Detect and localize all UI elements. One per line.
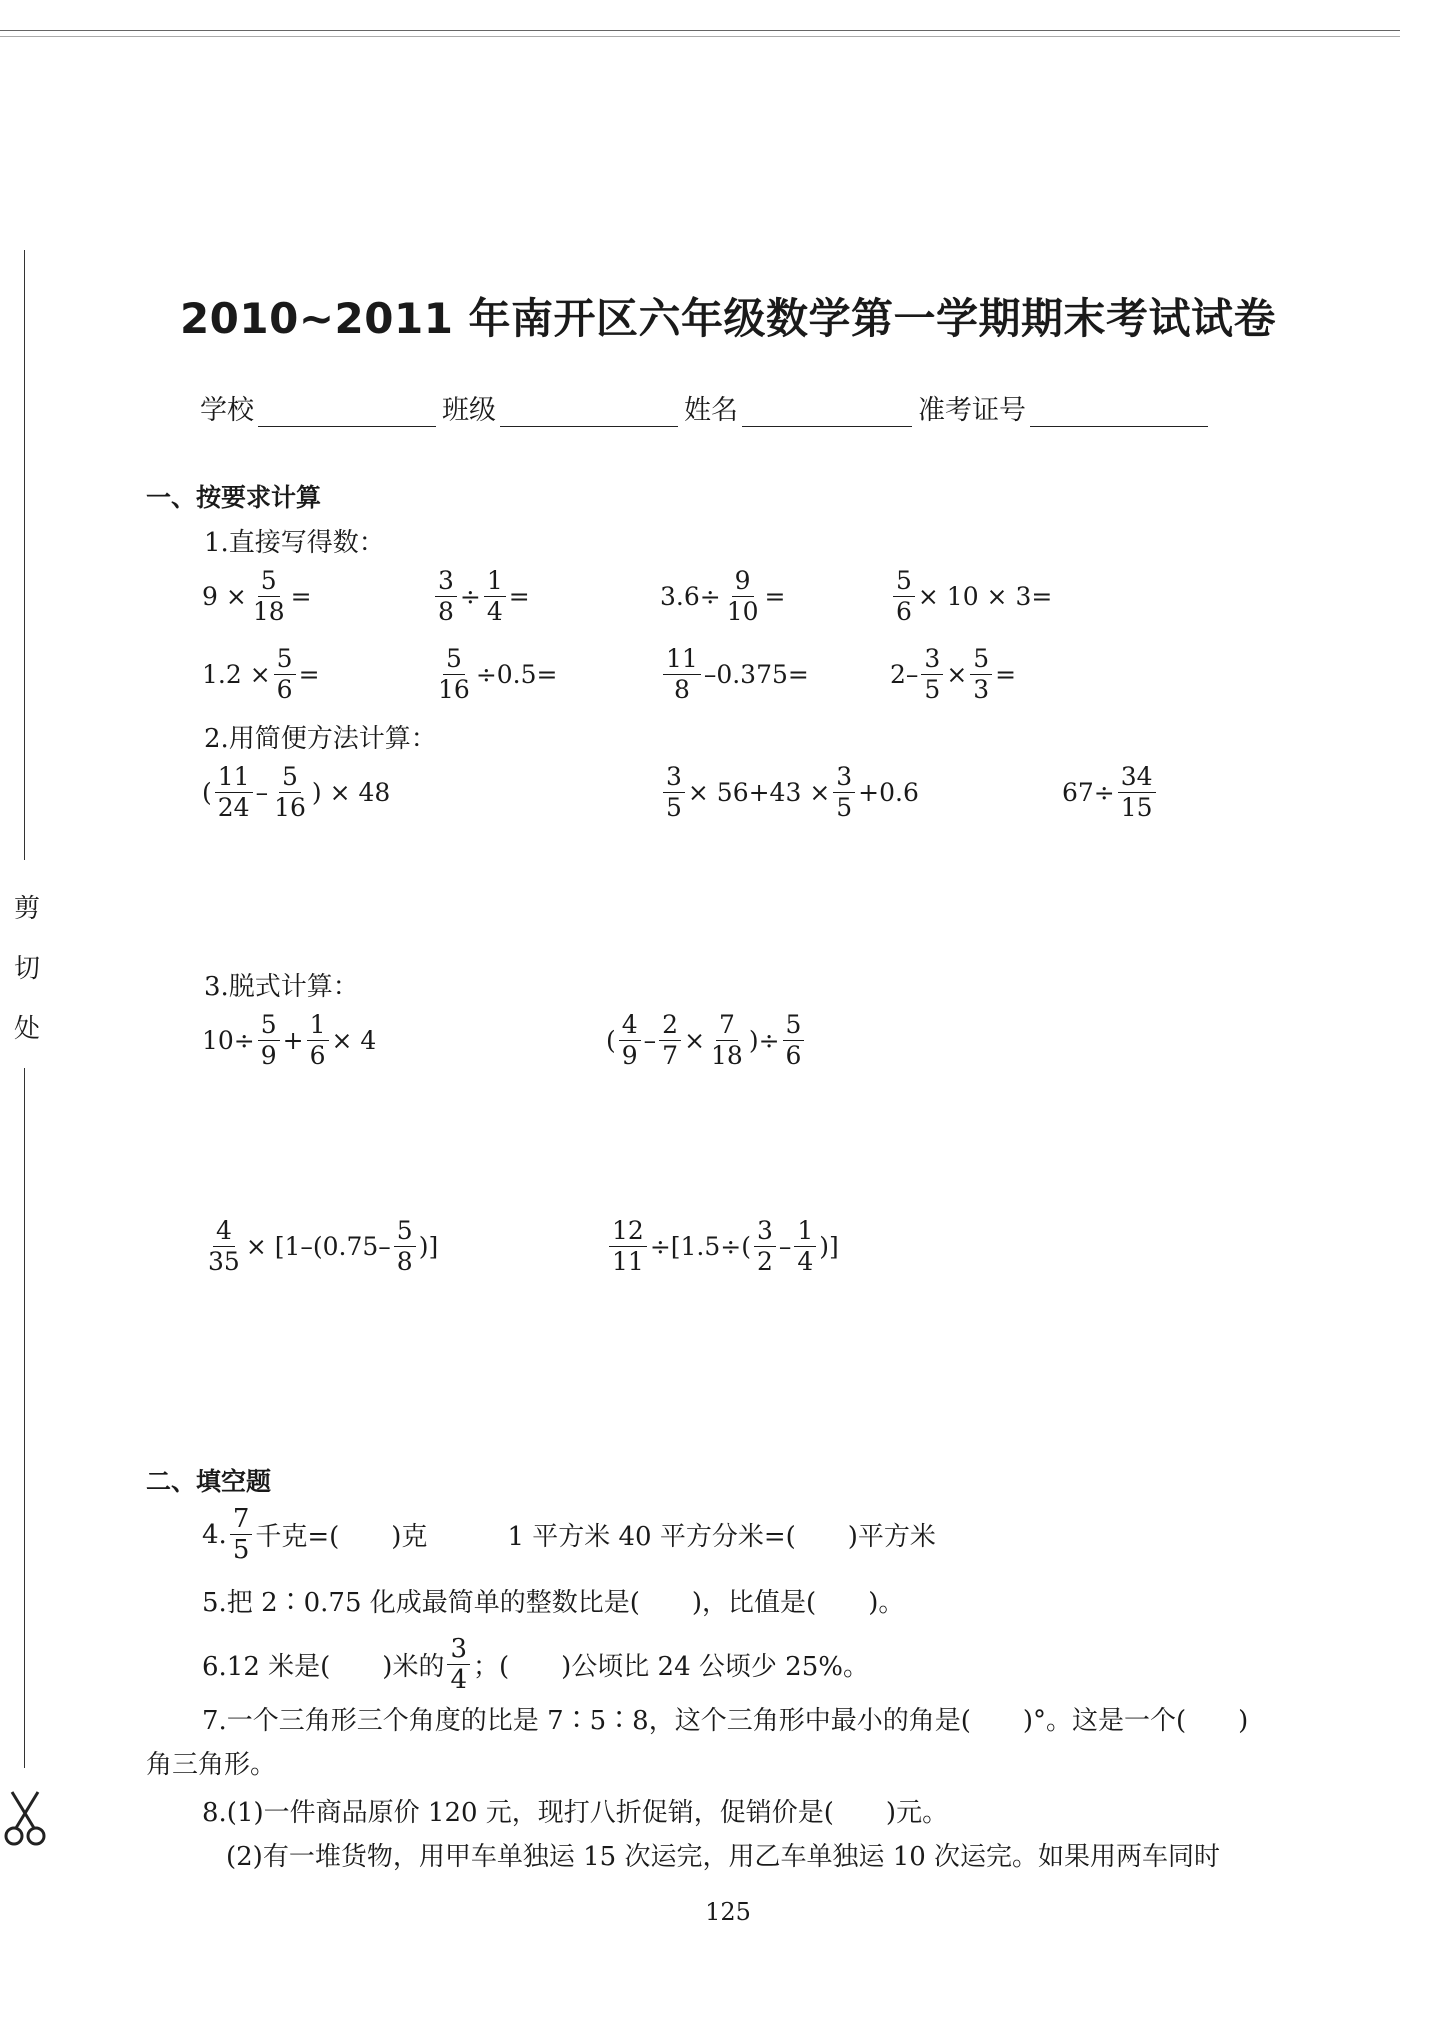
fraction: $\frac{2}{7}$ [659, 1010, 681, 1071]
section1-heading: 一、按要求计算 [146, 483, 322, 512]
q4-line: 4. $\frac{7}{5}$ 千克=( )克 1 平方米 40 平方分米=( )平方米 [202, 1504, 936, 1565]
fraction: $\frac{1}{4}$ [484, 566, 506, 627]
q3-label: 3.脱式计算： [204, 972, 359, 1002]
fraction: $\frac{11}{24}$ [215, 762, 253, 823]
cut-char-3: 处 [13, 1014, 40, 1044]
q1-expr-1: 9 × $\frac{5}{18}$ = [202, 566, 312, 626]
fraction: $\frac{5}{3}$ [970, 644, 992, 705]
info-label-class: 班级 [442, 395, 496, 426]
q1-expr-3: 3.6÷ $\frac{9}{10}$ = [660, 566, 786, 626]
q1-expr-8: 2– $\frac{3}{5}$ × $\frac{5}{3}$ = [890, 644, 1017, 704]
fraction: $\frac{3}{5}$ [833, 762, 855, 823]
fraction: $\frac{4}{35}$ [208, 1216, 240, 1276]
cut-char-1: 剪 [13, 894, 40, 924]
q7-line-1: 7.一个三角形三个角度的比是 7∶5∶8，这个三角形中最小的角是( )°。这是一个( ) [202, 1706, 1249, 1736]
fraction: $\frac{12}{11}$ [609, 1216, 647, 1277]
fraction: $\frac{5}{6}$ [274, 644, 296, 705]
fraction: $\frac{3}{2}$ [754, 1216, 776, 1277]
fraction: $\frac{7}{5}$ [230, 1504, 253, 1565]
exam-id-blank[interactable] [1030, 396, 1208, 427]
q3-expr-3: $\frac{4}{35}$ × [1–(0.75– $\frac{5}{8}$ )] [202, 1216, 438, 1277]
q1-expr-2: $\frac{3}{8}$ ÷ $\frac{1}{4}$ = [432, 566, 530, 627]
fraction: $\frac{5}{18}$ [252, 566, 285, 626]
info-label-name: 姓名 [684, 395, 738, 426]
q2-expr-1: ( $\frac{11}{24}$ – $\frac{5}{16}$ ) × 48 [202, 762, 391, 822]
fraction: $\frac{7}{18}$ [711, 1010, 743, 1070]
fraction: $\frac{5}{9}$ [258, 1010, 280, 1071]
fraction: $\frac{1}{4}$ [794, 1216, 816, 1277]
fraction: $\frac{5}{8}$ [394, 1216, 416, 1277]
q3-expr-1: 10÷ $\frac{5}{9}$ + $\frac{1}{6}$ × 4 [202, 1010, 377, 1070]
fraction: $\frac{1}{6}$ [307, 1010, 329, 1071]
fraction: $\frac{3}{4}$ [447, 1634, 470, 1695]
student-info-line [200, 388, 1214, 427]
q1-label: 1.直接写得数： [204, 528, 385, 558]
scissors-icon [4, 1790, 46, 1850]
name-blank[interactable] [742, 396, 912, 427]
fraction: $\frac{5}{16}$ [274, 762, 306, 822]
top-rule-secondary [0, 36, 1400, 37]
q3-expr-2: ( $\frac{4}{9}$ – $\frac{2}{7}$ × $\frac{7}{18}$ )÷ $\frac{5}{6}$ [606, 1010, 807, 1071]
fraction: $\frac{5}{6}$ [783, 1010, 805, 1071]
q1-expr-5: 1.2 × $\frac{5}{6}$ = [202, 644, 320, 704]
q8-line-2: (2)有一堆货物，用甲车单独运 15 次运完，用乙车单独运 10 次运完。如果用两车同时 [226, 1842, 1221, 1872]
fraction: $\frac{3}{8}$ [435, 566, 457, 627]
info-label-exam-id: 准考证号 [918, 395, 1026, 426]
class-blank[interactable] [500, 396, 678, 427]
q2-expr-2: $\frac{3}{5}$ × 56+43 × $\frac{3}{5}$ +0.6 [660, 762, 919, 823]
info-label-school: 学校 [200, 395, 254, 426]
fraction: $\frac{11}{8}$ [663, 644, 701, 705]
page-number: 125 [705, 1898, 751, 1926]
fraction: $\frac{34}{15}$ [1118, 762, 1156, 823]
q1-expr-6: $\frac{5}{16}$ ÷0.5= [432, 644, 557, 705]
q6-line: 6.12 米是( )米的 $\frac{3}{4}$ ；( )公顷比 24 公顷少 25%。 [202, 1634, 869, 1695]
q3-expr-4: $\frac{12}{11}$ ÷[1.5÷( $\frac{3}{2}$ – $\frac{1}{4}$ )] [606, 1216, 839, 1277]
fraction: $\frac{5}{16}$ [438, 644, 470, 704]
school-blank[interactable] [258, 396, 436, 427]
cut-char-2: 切 [13, 954, 40, 984]
fraction: $\frac{3}{5}$ [663, 762, 685, 823]
q8-line-1: 8.(1)一件商品原价 120 元，现打八折促销，促销价是( )元。 [202, 1798, 949, 1828]
fraction: $\frac{9}{10}$ [726, 566, 759, 626]
q1-expr-4: $\frac{5}{6}$ × 10 × 3= [890, 566, 1052, 627]
top-rule [0, 30, 1400, 31]
q7-line-2: 角三角形。 [146, 1750, 277, 1780]
q2-label: 2.用简便方法计算： [204, 724, 437, 754]
fraction: $\frac{5}{6}$ [893, 566, 915, 627]
q1-expr-7: $\frac{11}{8}$ –0.375= [660, 644, 809, 705]
q5-line: 5.把 2∶0.75 化成最简单的整数比是( )，比值是( )。 [202, 1588, 905, 1618]
section2-heading: 二、填空题 [146, 1467, 272, 1496]
exam-title: 2010~2011 年南开区六年级数学第一学期期末考试试卷 [179, 294, 1277, 343]
fraction: $\frac{3}{5}$ [921, 644, 943, 705]
q2-expr-3: 67÷ $\frac{34}{15}$ [1062, 762, 1159, 823]
fraction: $\frac{4}{9}$ [619, 1010, 641, 1071]
cut-line-lower [24, 1068, 25, 1768]
